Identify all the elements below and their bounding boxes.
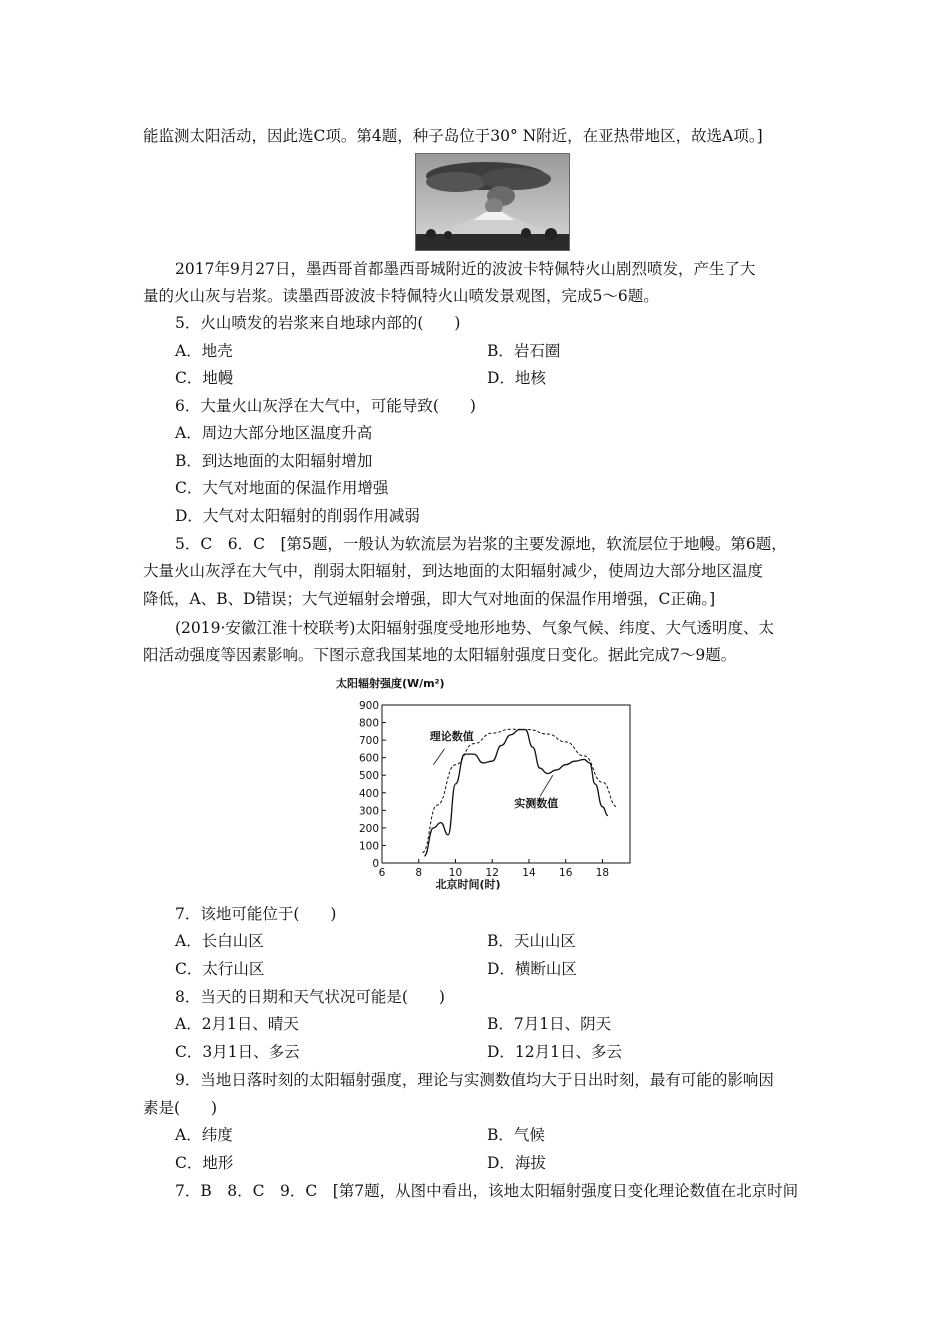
chart-x-axis-label: 北京时间(时) (435, 878, 501, 890)
series-line-theory (422, 729, 617, 852)
q5-option-c: C．地幔 (175, 369, 234, 387)
q6-option-b: B．到达地面的太阳辐射增加 (175, 452, 373, 470)
question-9-stem: 9．当地日落时刻的太阳辐射强度，理论与实测数值均大于日出时刻，最有可能的影响因 (175, 1071, 774, 1089)
x-tick-label: 10 (448, 867, 463, 879)
chart-title: 太阳辐射强度(W/m²) (336, 677, 445, 690)
y-tick-label: 400 (358, 787, 379, 800)
series-label-theory: 理论数值 (429, 730, 474, 744)
x-tick-label: 8 (415, 867, 423, 879)
answer-5-6: 5．C 6．C [第5题，一般认为软流层为岩浆的主要发源地，软流层位于地幔。第6题， (175, 535, 787, 553)
answer-7-9: 7．B 8．C 9．C [第7题，从图中看出，该地太阳辐射强度日变化理论数值在北京时间 (175, 1182, 799, 1200)
q7-option-b: B．天山山区 (487, 932, 576, 950)
y-tick-label: 700 (358, 735, 379, 748)
y-tick-label: 800 (358, 717, 379, 730)
text-line: 量的火山灰与岩浆。读墨西哥波波卡特佩特火山喷发景观图，完成5～6题。 (143, 287, 659, 305)
x-tick-label: 14 (522, 867, 536, 879)
q9-option-d: D．海拔 (487, 1154, 546, 1172)
q5-option-b: B．岩石圈 (487, 342, 561, 360)
text-line: 能监测太阳活动，因此选C项。第4题，种子岛位于30° N附近，在亚热带地区，故选A项。] (143, 127, 763, 145)
x-tick-label: 12 (485, 867, 499, 879)
chart-svg (330, 675, 640, 890)
plot-frame (382, 705, 630, 863)
volcano-image (416, 154, 569, 250)
q5-option-a: A．地壳 (175, 342, 233, 360)
y-tick-label: 300 (358, 805, 379, 818)
q7-option-c: C．太行山区 (175, 960, 265, 978)
q8-option-d: D．12月1日、多云 (487, 1043, 623, 1061)
y-tick-label: 0 (372, 858, 379, 870)
question-6-stem: 6．大量火山灰浮在大气中，可能导致( ) (175, 397, 476, 415)
y-tick-label: 900 (358, 700, 379, 712)
y-tick-label: 200 (358, 822, 379, 835)
text-line: 2017年9月27日，墨西哥首都墨西哥城附近的波波卡特佩特火山剧烈喷发，产生了大 (175, 260, 756, 278)
y-tick-label: 500 (358, 770, 379, 783)
answer-5-6: 大量火山灰浮在大气中，削弱太阳辐射，到达地面的太阳辐射减少，使周边大部分地区温度 (143, 562, 764, 580)
question-5-stem: 5．火山喷发的岩浆来自地球内部的( ) (175, 314, 461, 332)
q9-option-a: A．纬度 (175, 1126, 233, 1144)
series-leader-line-theory (433, 749, 444, 765)
q9-option-b: B．气候 (487, 1126, 545, 1144)
x-tick-label: 16 (559, 867, 573, 879)
q8-option-a: A．2月1日、晴天 (175, 1015, 299, 1033)
question-8-stem: 8．当天的日期和天气状况可能是( ) (175, 988, 445, 1006)
y-tick-label: 100 (358, 840, 379, 853)
volcano-eruption-photo (415, 153, 570, 251)
q6-option-c: C．大气对地面的保温作用增强 (175, 479, 389, 497)
y-tick-label: 600 (358, 752, 379, 765)
series-leader-line-measured (540, 775, 553, 796)
q7-option-d: D．横断山区 (487, 960, 577, 978)
q8-option-b: B．7月1日、阴天 (487, 1015, 612, 1033)
q5-option-d: D．地核 (487, 369, 546, 387)
q9-option-c: C．地形 (175, 1154, 234, 1172)
q6-option-a: A．周边大部分地区温度升高 (175, 424, 373, 442)
intro-7-9: 阳活动强度等因素影响。下图示意我国某地的太阳辐射强度日变化。据此完成7～9题。 (143, 646, 737, 664)
solar-radiation-chart (330, 675, 640, 890)
answer-5-6: 降低，A、B、D错误；大气逆辐射会增强，即大气对地面的保温作用增强，C正确。] (143, 590, 716, 608)
question-9-stem: 素是( ) (143, 1099, 218, 1117)
intro-7-9: (2019·安徽江淮十校联考)太阳辐射强度受地形地势、气象气候、纬度、大气透明度、太 (175, 619, 774, 637)
q6-option-d: D．大气对太阳辐射的削弱作用减弱 (175, 507, 420, 525)
series-label-measured: 实测数值 (514, 796, 559, 810)
question-7-stem: 7．该地可能位于( ) (175, 905, 337, 923)
x-tick-label: 18 (595, 867, 610, 879)
series-line-measured (424, 730, 608, 856)
q8-option-c: C．3月1日、多云 (175, 1043, 300, 1061)
q7-option-a: A．长白山区 (175, 932, 264, 950)
x-tick-label: 6 (378, 867, 386, 879)
